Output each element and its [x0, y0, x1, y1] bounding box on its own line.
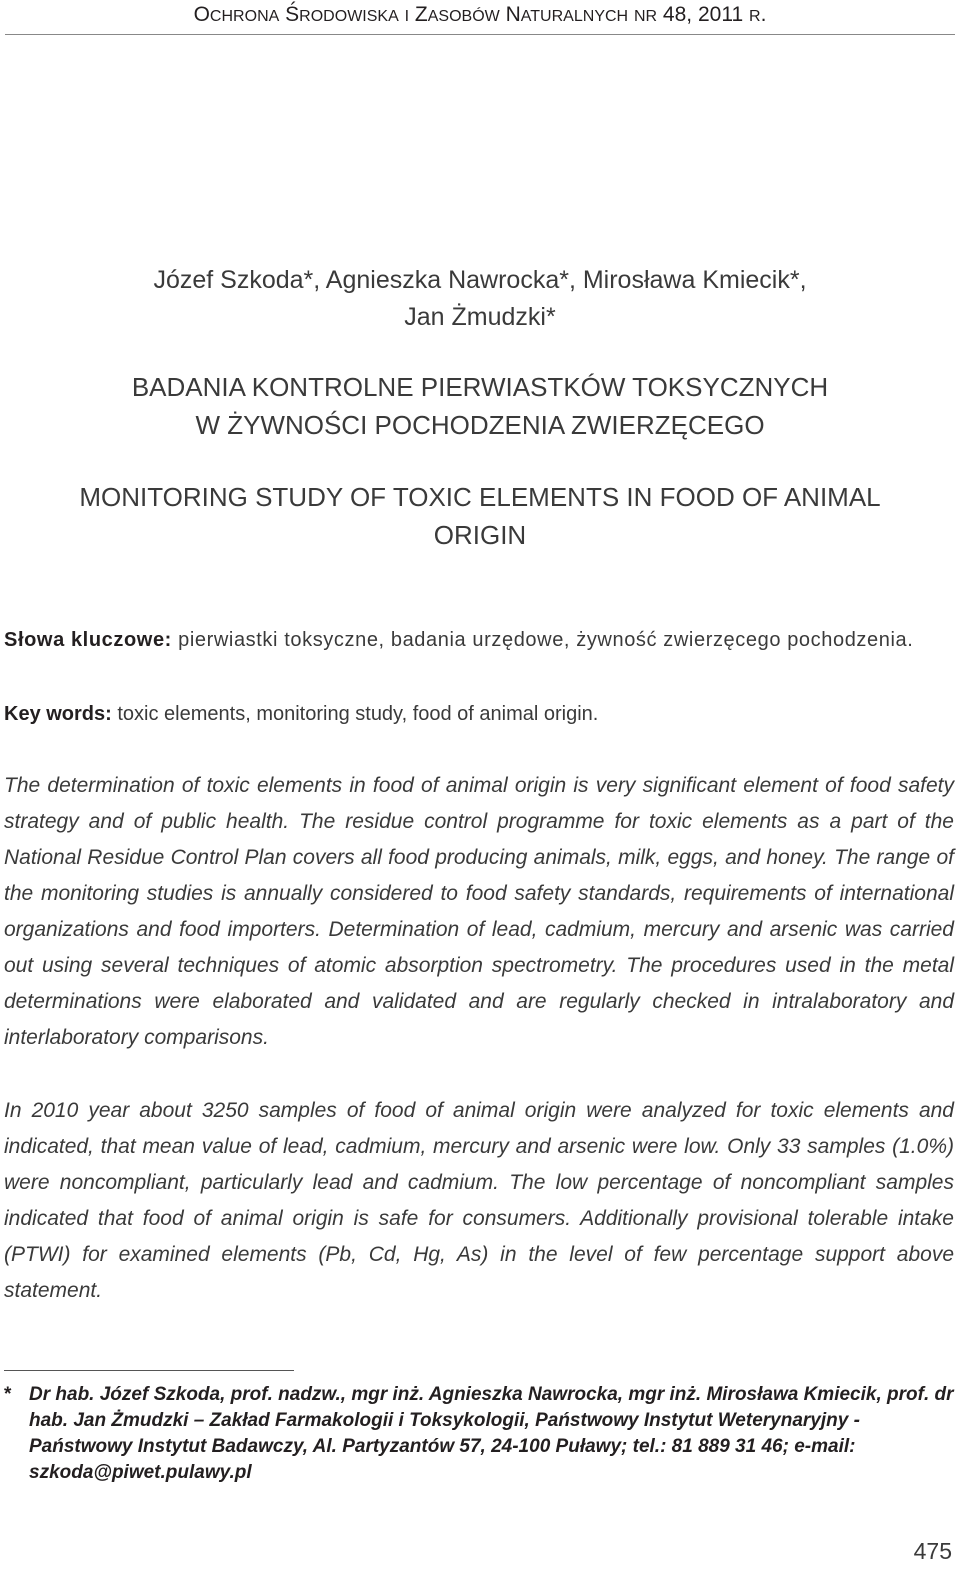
keywords-en-label: Key words:: [4, 703, 112, 725]
keywords-en-text: toxic elements, monitoring study, food of animal origin.: [117, 703, 599, 725]
header-divider: [5, 34, 955, 35]
title-polish: [0, 368, 960, 444]
abstract-paragraph-1: The determination of toxic elements in food of animal origin is very significant element of food safety strategy and of public health. The residue control programme for toxic elements as a part of the National Residue Control Plan covers all food producing animals, milk, eggs, and honey. The range of the monitoring studies is annually considered to food safety standards, requirements of international organizations and food importers. Determination of lead, cadmium, mercury and arsenic was carried out using several techniques of atomic absorption spectrometry. The procedures used in the metal determinations were elaborated and validated and are regularly checked in intralaboratory and interlaboratory comparisons.: [4, 774, 954, 1049]
footnote-marker: *: [4, 1384, 12, 1405]
footnote-divider: [4, 1370, 294, 1371]
running-header: [0, 0, 960, 27]
title-pl-line-2: W ŻYWNOŚCI POCHODZENIA ZWIERZĘCEGO: [195, 410, 765, 440]
authors-line-2: Jan Żmudzki*: [404, 303, 556, 331]
page-number: 475: [913, 1538, 952, 1564]
keywords-polish: [4, 622, 956, 659]
title-en-line-2: ORIGIN: [433, 520, 527, 550]
journal-title: OCHRONA ŚRODOWISKA I ZASOBÓW NATURALNYCH NR 48, 2011 R.: [193, 3, 767, 26]
authors-line-1: Józef Szkoda*, Agnieszka Nawrocka*, Mirosława Kmiecik*,: [153, 266, 807, 294]
author-list: [0, 262, 960, 336]
keywords-english: [4, 696, 956, 733]
abstract-paragraph-2: In 2010 year about 3250 samples of food of animal origin were analyzed for toxic elements and indicated, that mean value of lead, cadmium, mercury and arsenic were low. Only 33 samples (1.0%) were noncompliant, particularly lead and cadmium. The low percentage of noncompliant samples indicated that food of animal origin is safe for consumers. Additionally provisional tolerable intake (PTWI) for examined elements (Pb, Cd, Hg, As) in the level of few percentage support above statement.: [4, 1099, 954, 1302]
title-pl-line-1: BADANIA KONTROLNE PIERWIASTKÓW TOKSYCZNYCH: [131, 372, 829, 402]
title-english: [0, 478, 960, 554]
footnote: [4, 1382, 954, 1486]
footnote-text: Dr hab. Józef Szkoda, prof. nadzw., mgr inż. Agnieszka Nawrocka, mgr inż. Mirosława Kmiecik, prof. dr hab. Jan Żmudzki – Zakład Farmakologii i Toksykologii, Państwowy Instytut Weterynaryjny - Państwowy Instytut Badawczy, Al. Partyzantów 57, 24-100 Puławy; tel.: 81 889 31 46; e-mail: szkoda@piwet.pulawy.pl: [29, 1384, 954, 1483]
title-en-line-1: MONITORING STUDY OF TOXIC ELEMENTS IN FOOD OF ANIMAL: [79, 482, 881, 512]
keywords-pl-text: pierwiastki toksyczne, badania urzędowe, żywność zwierzęcego pochodzenia.: [178, 629, 914, 651]
keywords-pl-label: Słowa kluczowe:: [4, 629, 172, 651]
